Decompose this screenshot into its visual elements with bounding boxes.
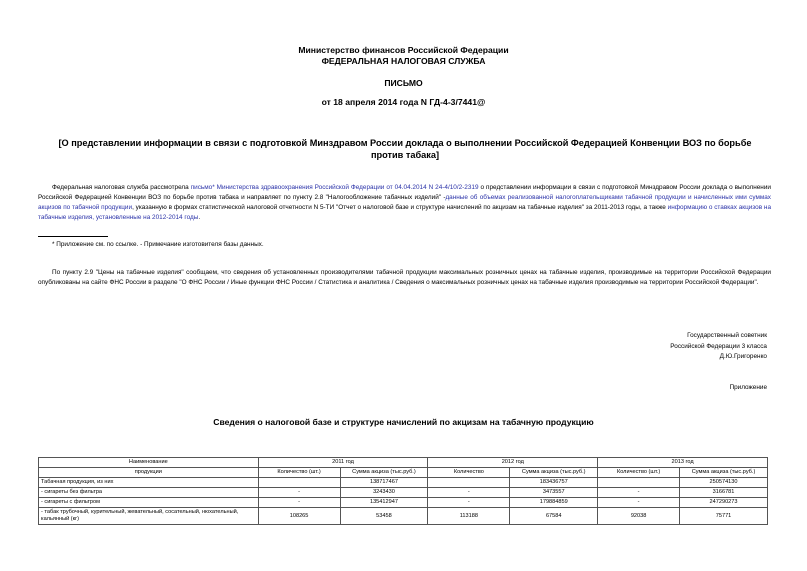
document-header [0,45,807,67]
sum-2013-header: Сумма акциза (тыс.руб.) [680,468,768,478]
row-name: Табачная продукция, из них [39,478,259,488]
excise-rates-link[interactable]: информацию о ставках акцизов на табачные изделия, установленные на 2012-2014 годы [38,204,771,221]
row-name: - табак трубочный, курительный, жевательный, сосательный, нюхательный, кальянный (кг) [39,508,259,525]
sum-2013: 250574130 [680,478,768,488]
sum-2011: 138717467 [340,478,428,488]
sum-2011: 3243430 [340,488,428,498]
table-row [39,478,768,488]
qty-2013: 92038 [598,508,680,525]
qty-2011: - [258,498,340,508]
table-row [39,508,768,525]
qty-2012: - [428,498,510,508]
row-name: - сигареты с фильтром [39,498,259,508]
ministry-letter-link[interactable]: письмо* Министерства здравоохранения Российской Федерации от 04.04.2014 N 24-4/10/2-2319 [190,184,479,191]
sum-2011: 135412947 [340,498,428,508]
tobacco-data-link[interactable]: данные об объемах реализованной налогоплательщиками табачной продукции и начисленных ими суммах акцизов по табачной продукции [38,194,771,211]
footnote: * Приложение см. по ссылке. - Примечание изготовителя базы данных. [52,241,264,248]
signature-block [670,331,767,363]
signer-title-2: Российской Федерации 3 класса [670,342,767,350]
qty-2012-header: Количество [428,468,510,478]
name-header-line-2: продукции [39,468,259,478]
name-header-line-1: Наименование [128,459,168,465]
year-2011-header: 2011 год [258,458,428,468]
signer-name: Д.Ю.Григоренко [719,353,767,360]
sum-2011-header: Сумма акциза (тыс.руб.) [340,468,428,478]
row-name: - сигареты без фильтра [39,488,259,498]
qty-2012 [428,478,510,488]
qty-2013: - [598,498,680,508]
qty-2012: 113188 [428,508,510,525]
name-header-cell [39,458,259,468]
table-row [39,498,768,508]
paragraph-2: По пункту 2.9 "Цены на табачные изделия" сообщаем, что сведения об установленных производителями табачной продукции максимальных розничных ценах на табачные изделия, производимые на территории Российской Федерации опубликованы на сайте ФНС России в разделе "О ФНС России / Иные функции ФНС России / Статистика и аналитика / Сведения о максимальных розничных ценах на табачные изделия производимые на территории Российской Федерации". [38,269,771,286]
paragraph-1-text-d: . [198,214,201,221]
sum-2013: 247290273 [680,498,768,508]
ministry-name: Министерство финансов Российской Федерации [298,45,509,55]
qty-2011: 108265 [258,508,340,525]
table-row [39,488,768,498]
sum-2012-header: Сумма акциза (тыс.руб.) [510,468,598,478]
table-subheader-row [39,468,768,478]
sum-2012: 67584 [510,508,598,525]
paragraph-1 [38,183,771,223]
qty-2013 [598,478,680,488]
sum-2011: 53458 [340,508,428,525]
sum-2013: 3166781 [680,488,768,498]
document-date-number: от 18 апреля 2014 года N ГД-4-3/7441@ [321,97,486,107]
qty-2011-header: Количество (шт.) [258,468,340,478]
sum-2012: 179884859 [510,498,598,508]
excise-table [38,457,768,525]
year-2012-header: 2012 год [428,458,598,468]
footnote-divider [38,236,108,237]
document-heading: [О представлении информации в связи с подготовкой Минздравом России доклада о выполнении Российской Федерацией Конвенции ВОЗ по борьбе против табака] [58,138,752,160]
paragraph-1-text-a: Федеральная налоговая служба рассмотрела [52,184,191,191]
sum-2013: 75771 [680,508,768,525]
qty-2011 [258,478,340,488]
appendix-label: Приложение [729,384,767,391]
table-title: Сведения о налоговой базе и структуре начислений по акцизам на табачную продукцию [213,417,594,427]
qty-2012: - [428,488,510,498]
paragraph-1-text-c: , указанную в формах статистической налоговой отчетности N 5-ТИ "Отчет о налоговой базе и структуре начислений по акцизам на табачные изделия" за 2011-2013 годы, а также [132,204,668,211]
sum-2012: 3473557 [510,488,598,498]
table-header-row [39,458,768,468]
paragraph-1-text-b: о представлении информации в связи с подготовкой Минздравом России доклада о выполнении Российской Федерацией Конвенции ВОЗ по борьбе против табака и направляет по пункту 2.8 "Налогообложение табачных изделий" - [38,184,771,201]
sum-2012: 183436757 [510,478,598,488]
qty-2013: - [598,488,680,498]
document-type: ПИСЬМО [384,78,423,88]
signer-title-1: Государственный советник [687,332,767,339]
service-name: ФЕДЕРАЛЬНАЯ НАЛОГОВАЯ СЛУЖБА [321,56,486,66]
qty-2013-header: Количество (шт.) [598,468,680,478]
year-2013-header: 2013 год [598,458,768,468]
qty-2011: - [258,488,340,498]
